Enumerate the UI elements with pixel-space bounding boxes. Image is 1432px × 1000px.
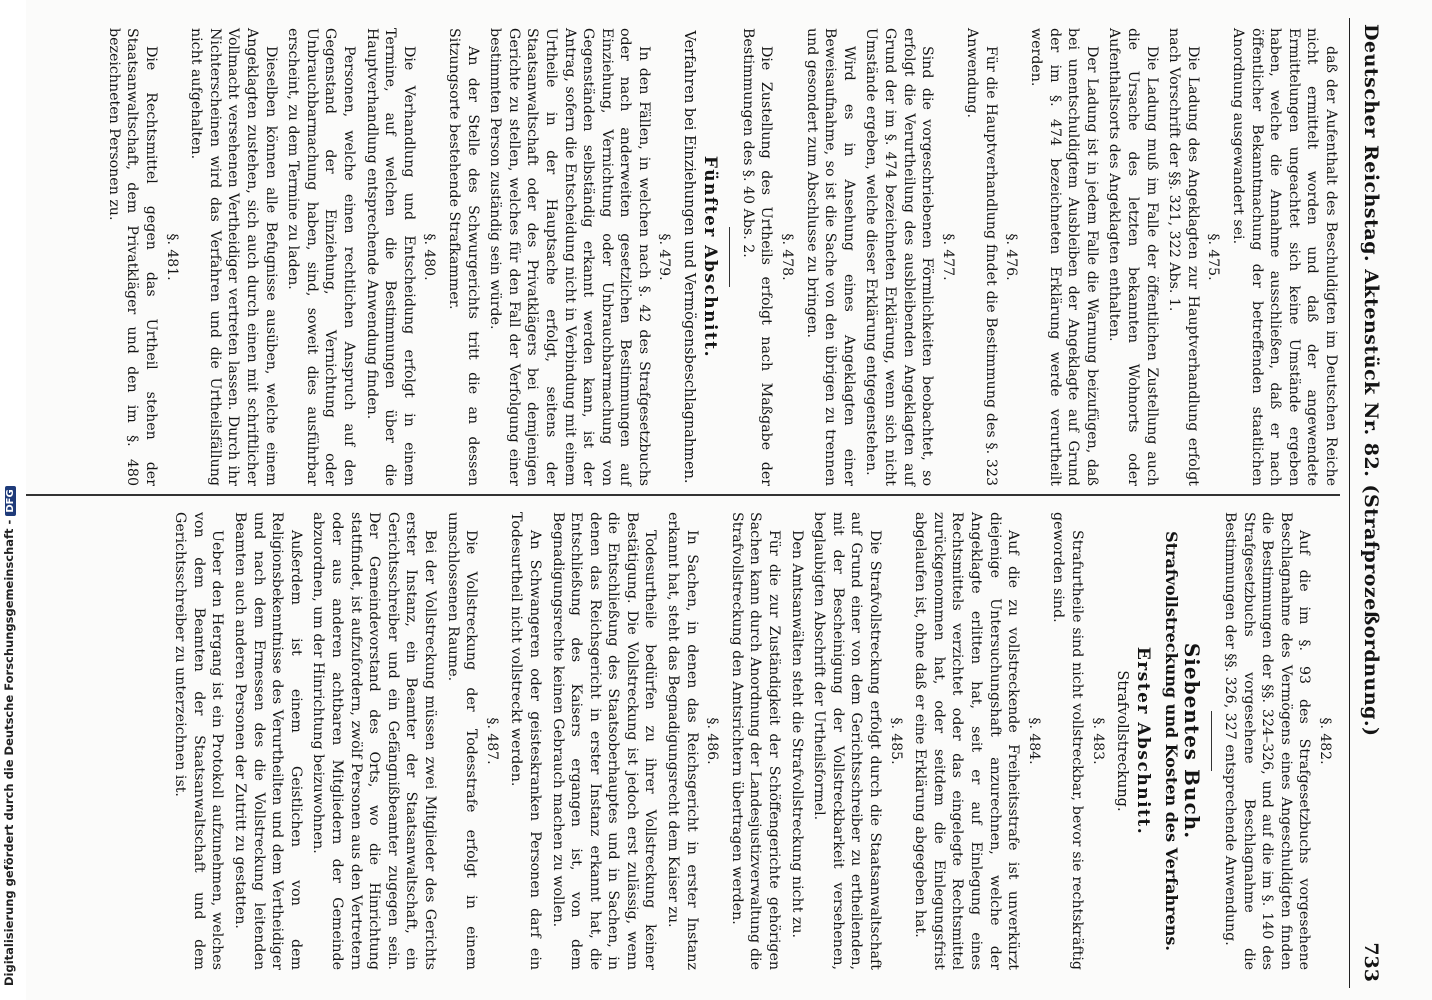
paragraph: Sind die vorgeschriebenen Förmlichkeiten beobachtet, so erfolgt die Verurtheilung des ausbleibenden Angeklagten auf Grund der im §. 474 bezeichneten Erklärung, wenn sich nicht Umstände ergeben, welche dieser Erklärung entgegenstehen. xyxy=(863,28,936,486)
paragraph: Die Vollstreckung der Todesstrafe erfolgt in einem umschlossenen Raume. xyxy=(444,512,480,970)
paragraph: Außerdem ist einem Geistlichen von dem Religionsbekenntnisse des Verurtheilten und dem Vertheidiger und nach dem Ermessen des die Vollstreckung leitenden Beamten auch anderen Personen der Zutritt zu gestatten. xyxy=(232,512,304,970)
paragraph: Todesurtheile bedürfen zu ihrer Vollstreckung keiner Bestätigung. Die Vollstreckung ist jedoch erst zulässig, wenn die Entschließung des Staatsoberhauptes und in Sachen, in denen das Reichsgericht in erster Instanz erkannt hat, die Entschließung des Kaisers ergangen ist, von dem Begnadigungsrechte keinen Gebrauch machen zu wollen. xyxy=(549,512,659,970)
paragraph: In den Fällen, in welchen nach §. 42 des Strafgesetzbuchs oder nach anderweiten gesetzlichen Bestimmungen auf Einziehung, Vernichtung oder Unbrauchbarmachung von Gegenständen selbständig erkannt werden kann, ist der Antrag, sofern die Entscheidung nicht in Verbindung mit einem Urtheile in der Hauptsache erfolgt, seitens der Staatsanwaltschaft oder des Privatklägers bei demjenigen Gerichte zu stellen, welches für den Fall der Verfolgung einer bestimmten Person zuständig sein würde. xyxy=(487,28,652,486)
section-number: §. 487. xyxy=(483,717,500,765)
paragraph: An der Stelle des Schwurgerichts tritt die an dessen Sitzungsorte bestehende Strafkammer. xyxy=(445,28,481,486)
chapter-heading: Erster Abschnitt. xyxy=(1132,646,1153,836)
page-header xyxy=(1349,18,1386,988)
paragraph: daß der Aufenthalt des Beschuldigten im Deutschen Reiche nicht ermittelt worden und daß der angewendete Ermittelungen ungeachtet sich keine Umstände ergeben haben, welche die Annahme ausschließen, daß er nach öffentlicher Bekanntmachung der betreffenden staatlichen Anordnung ausgewandert sei. xyxy=(1230,28,1339,486)
paragraph: Die Verhandlung und Entscheidung erfolgt in einem Termine, auf welchen die Bestimmungen über die Hauptverhandlung entsprechende Anwendung finden. xyxy=(363,28,417,486)
paragraph: Ueber den Hergang ist ein Protokoll aufzunehmen, welches von dem Beamten der Staatsanwaltschaft und dem Gerichtsschreiber zu unterzeichnen ist. xyxy=(172,512,226,970)
section-number: §. 475. xyxy=(1205,233,1222,281)
book-subheading: Strafvollstreckung und Kosten des Verfahrens. xyxy=(1162,531,1182,951)
paragraph: Der Ladung ist in jedem Falle die Warnung beizufügen, daß bei unentschuldigtem Ausbleiben der Angeklagte auf Grund der im §. 474 bezeichneten Erklärung werde verurtheilt werden. xyxy=(1028,28,1100,486)
section-number: §. 477. xyxy=(939,233,956,281)
section-number: §. 481. xyxy=(163,233,180,281)
digitization-credit-strip xyxy=(0,0,26,1000)
paragraph: An Schwangeren oder geisteskranken Personen darf ein Todesurtheil nicht vollstreckt werden. xyxy=(508,512,543,970)
chapter-subheading: Strafvollstreckung. xyxy=(1114,670,1131,812)
paragraph: Dieselben können alle Befugnisse ausüben, welche einem Angeklagten zustehen, sich auch durch einen mit schriftlicher Vollmacht versehenen Vertheidiger vertreten lassen. Durch ihr Nichterscheinen wird das Verfahren und die Urtheilsfällung nicht aufgehalten. xyxy=(188,28,279,486)
column-divider xyxy=(20,494,1340,496)
paragraph: Für die zur Zuständigkeit der Schöffengerichte gehörigen Sachen kann durch Anordnung der Landesjustizverwaltung die Strafvollstreckung den Amtsrichtern übertragen werden. xyxy=(728,512,783,970)
paragraph: In Sachen, in denen das Reichsgericht in erster Instanz erkannt hat, steht das Begnadigungsrecht dem Kaiser zu. xyxy=(665,512,700,970)
paragraph: Den Amtsanwälten steht die Strafvollstreckung nicht zu. xyxy=(788,530,805,939)
credit-text: Digitalisierung gefördert durch die Deutsche Forschungsgemeinschaft - xyxy=(2,519,16,986)
dfg-logo-icon: DFG xyxy=(5,486,16,515)
paragraph: Die Ladung muß im Falle der öffentlichen Zustellung auch die Ursache des letzten bekannten Wohnorts oder Aufenthaltsorts des Angeklagten enthalten. xyxy=(1106,28,1160,486)
paragraph: Die Strafvollstreckung erfolgt durch die Staatsanwaltschaft auf Grund einer von dem Gerichtsschreiber zu ertheilenden, mit der Bescheinigung der Vollstreckbarkeit versehenen, beglaubigten Abschrift der Urtheilsformel. xyxy=(811,512,884,970)
chapter-heading: Fünfter Abschnitt. xyxy=(699,155,720,359)
section-number: §. 480. xyxy=(421,233,438,281)
paragraph: Die Zustellung des Urtheils erfolgt nach Maßgabe der Bestimmungen des §. 40 Abs. 2. xyxy=(739,28,775,486)
paragraph: Die Ladung des Angeklagten zur Hauptverhandlung erfolgt nach Vorschrift der §§. 321, 322 Abs. 1. xyxy=(1166,28,1201,486)
section-number: §. 485. xyxy=(887,717,904,765)
section-number: §. 484. xyxy=(1025,717,1042,765)
paragraph: Die Rechtsmittel gegen das Urtheil stehen der Staatsanwaltschaft, dem Privatkläger und den im §. 480 bezeichneten Personen zu. xyxy=(105,28,160,486)
section-number: §. 483. xyxy=(1089,717,1106,765)
section-number: §. 476. xyxy=(1003,233,1020,281)
paragraph: Auf die zu vollstreckende Freiheitsstrafe ist unverkürzt diejenige Untersuchungshaft anzurechnen, welche der Angeklagte erlitten hat, seit er auf Einlegung eines Rechtsmittels verzichtet oder das eingelegte Rechtsmittel zurückgenommen hat, oder seitdem die Einlegungsfrist abgelaufen ist, ohne daß er eine Erklärung abgegeben hat. xyxy=(912,512,1022,970)
left-column xyxy=(100,28,1340,486)
section-rule xyxy=(1211,711,1213,771)
right-column xyxy=(167,512,1340,970)
paragraph: Für die Hauptverhandlung findet die Bestimmung des §. 323 Anwendung. xyxy=(964,28,999,486)
book-heading: Siebentes Buch. xyxy=(1179,642,1204,840)
paragraph: Auf die im §. 93 des Strafgesetzbuchs vorgesehene Beschlagnahme des Vermögens eines Angeschuldigten finden die Bestimmungen der §§. 324–326, und auf die im §. 140 des Strafgesetzbuchs vorgesehene Beschlagnahme die Bestimmungen der §§. 326, 327 entsprechende Anwendung. xyxy=(1222,512,1313,970)
paragraph: Personen, welche einen rechtlichen Anspruch auf den Gegenstand der Einziehung, Vernichtung oder Unbrauchbarmachung haben, sind, soweit dies ausführbar erscheint, zu dem Termine zu laden. xyxy=(285,28,357,486)
paragraph: Bei der Vollstreckung müssen zwei Mitglieder des Gerichts erster Instanz, ein Beamter der Staatsanwaltschaft, ein Gerichtsschreiber und ein Gefängnißbeamter zugegen sein. Der Gemeindevorstand des Orts, wo die Hinrichtung stattfindet, ist aufzufordern, zwölf Personen aus den Vertretern oder aus anderen achtbaren Mitgliedern der Gemeinde abzuordnen, um der Hinrichtung beizuwohnen. xyxy=(310,512,438,970)
digitization-credit xyxy=(2,0,16,986)
section-rule xyxy=(729,227,731,287)
paragraph: Strafurtheile sind nicht vollstreckbar, bevor sie rechtskräftig geworden sind. xyxy=(1050,512,1085,970)
page-number: 733 xyxy=(1360,942,1382,982)
section-number: §. 478. xyxy=(778,233,795,281)
section-number: §. 479. xyxy=(656,233,673,281)
chapter-subheading: Verfahren bei Einziehungen und Vermögensbeschlagnahmen. xyxy=(681,30,698,484)
header-title: Deutscher Reichstag. Aktenstück Nr. 82. (Strafprozeßordnung.) xyxy=(1360,24,1382,737)
paragraph: Wird es in Ansehung eines Angeklagten einer Beweisaufnahme, so ist die Sache von den übrigen zu trennen und gesondert zum Abschlusse zu bringen. xyxy=(803,28,857,486)
section-number: §. 482. xyxy=(1317,717,1333,765)
section-number: §. 486. xyxy=(704,717,721,765)
